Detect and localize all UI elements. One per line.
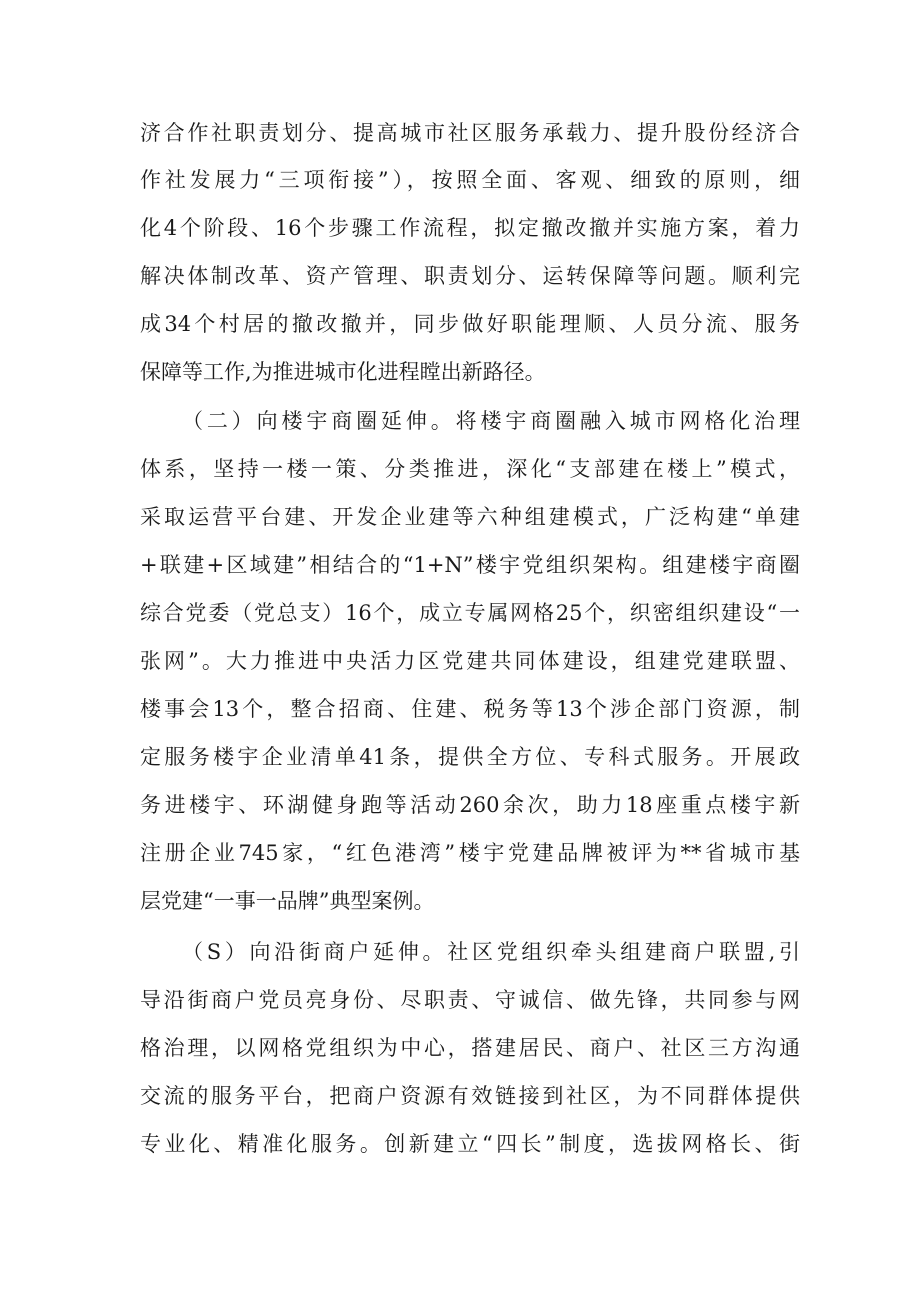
paragraph-line: 济合作社职责划分、提高城市社区服务承载力、提升股份经济合 — [140, 121, 800, 145]
paragraph-line: 定服务楼宇企业清单41条，提供全方位、专科式服务。开展政 — [140, 745, 800, 769]
paragraph-line: 楼事会13个，整合招商、住建、税务等13个涉企部门资源，制 — [140, 697, 800, 721]
paragraph-line: 采取运营平台建、开发企业建等六种组建模式，广泛构建“单建 — [140, 505, 800, 529]
section-heading-line: （S）向沿街商户延伸。社区党组织牵头组建商户联盟,引 — [182, 940, 800, 964]
paragraph-line: 体系，坚持一楼一策、分类推进，深化“支部建在楼上”模式， — [140, 457, 800, 481]
paragraph-line: 专业化、精准化服务。创新建立“四长”制度，选拔网格长、街 — [140, 1132, 800, 1156]
paragraph-line: 务进楼宇、环湖健身跑等活动260余次，助力18座重点楼宇新 — [140, 793, 800, 817]
paragraph-line: 化4个阶段、16个步骤工作流程，拟定撤改撤并实施方案，着力 — [140, 216, 800, 240]
paragraph-line: 成34个村居的撤改撤并，同步做好职能理顺、人员分流、服务 — [140, 312, 800, 336]
paragraph-line: 作社发展力“三项衔接”），按照全面、客观、细致的原则，细 — [140, 168, 800, 192]
paragraph-line: 层党建“一事一品牌”典型案例。 — [140, 889, 435, 913]
paragraph-line: 注册企业745家，“红色港湾”楼宇党建品牌被评为**省城市基 — [140, 841, 800, 865]
paragraph-line: 张网”。大力推进中央活力区党建共同体建设，组建党建联盟、 — [140, 649, 800, 673]
paragraph-line: 交流的服务平台，把商户资源有效链接到社区，为不同群体提供 — [140, 1084, 800, 1108]
paragraph-line: +联建+区域建”相结合的“1+N”楼宇党组织架构。组建楼宇商圈 — [140, 553, 800, 577]
paragraph-line: 解决体制改革、资产管理、职责划分、运转保障等问题。顺利完 — [140, 264, 800, 288]
paragraph-line: 保障等工作,为推进城市化进程瞠出新路径。 — [140, 360, 546, 384]
paragraph-line: 格治理，以网格党组织为中心，搭建居民、商户、社区三方沟通 — [140, 1036, 800, 1060]
paragraph-line: 综合党委（党总支）16个，成立专属网格25个，织密组织建设“一 — [140, 601, 800, 625]
paragraph-line: 导沿街商户党员亮身份、尽职责、守诚信、做先锋，共同参与网 — [140, 988, 800, 1012]
section-heading-line: （二）向楼宇商圈延伸。将楼宇商圈融入城市网格化治理 — [182, 409, 800, 433]
